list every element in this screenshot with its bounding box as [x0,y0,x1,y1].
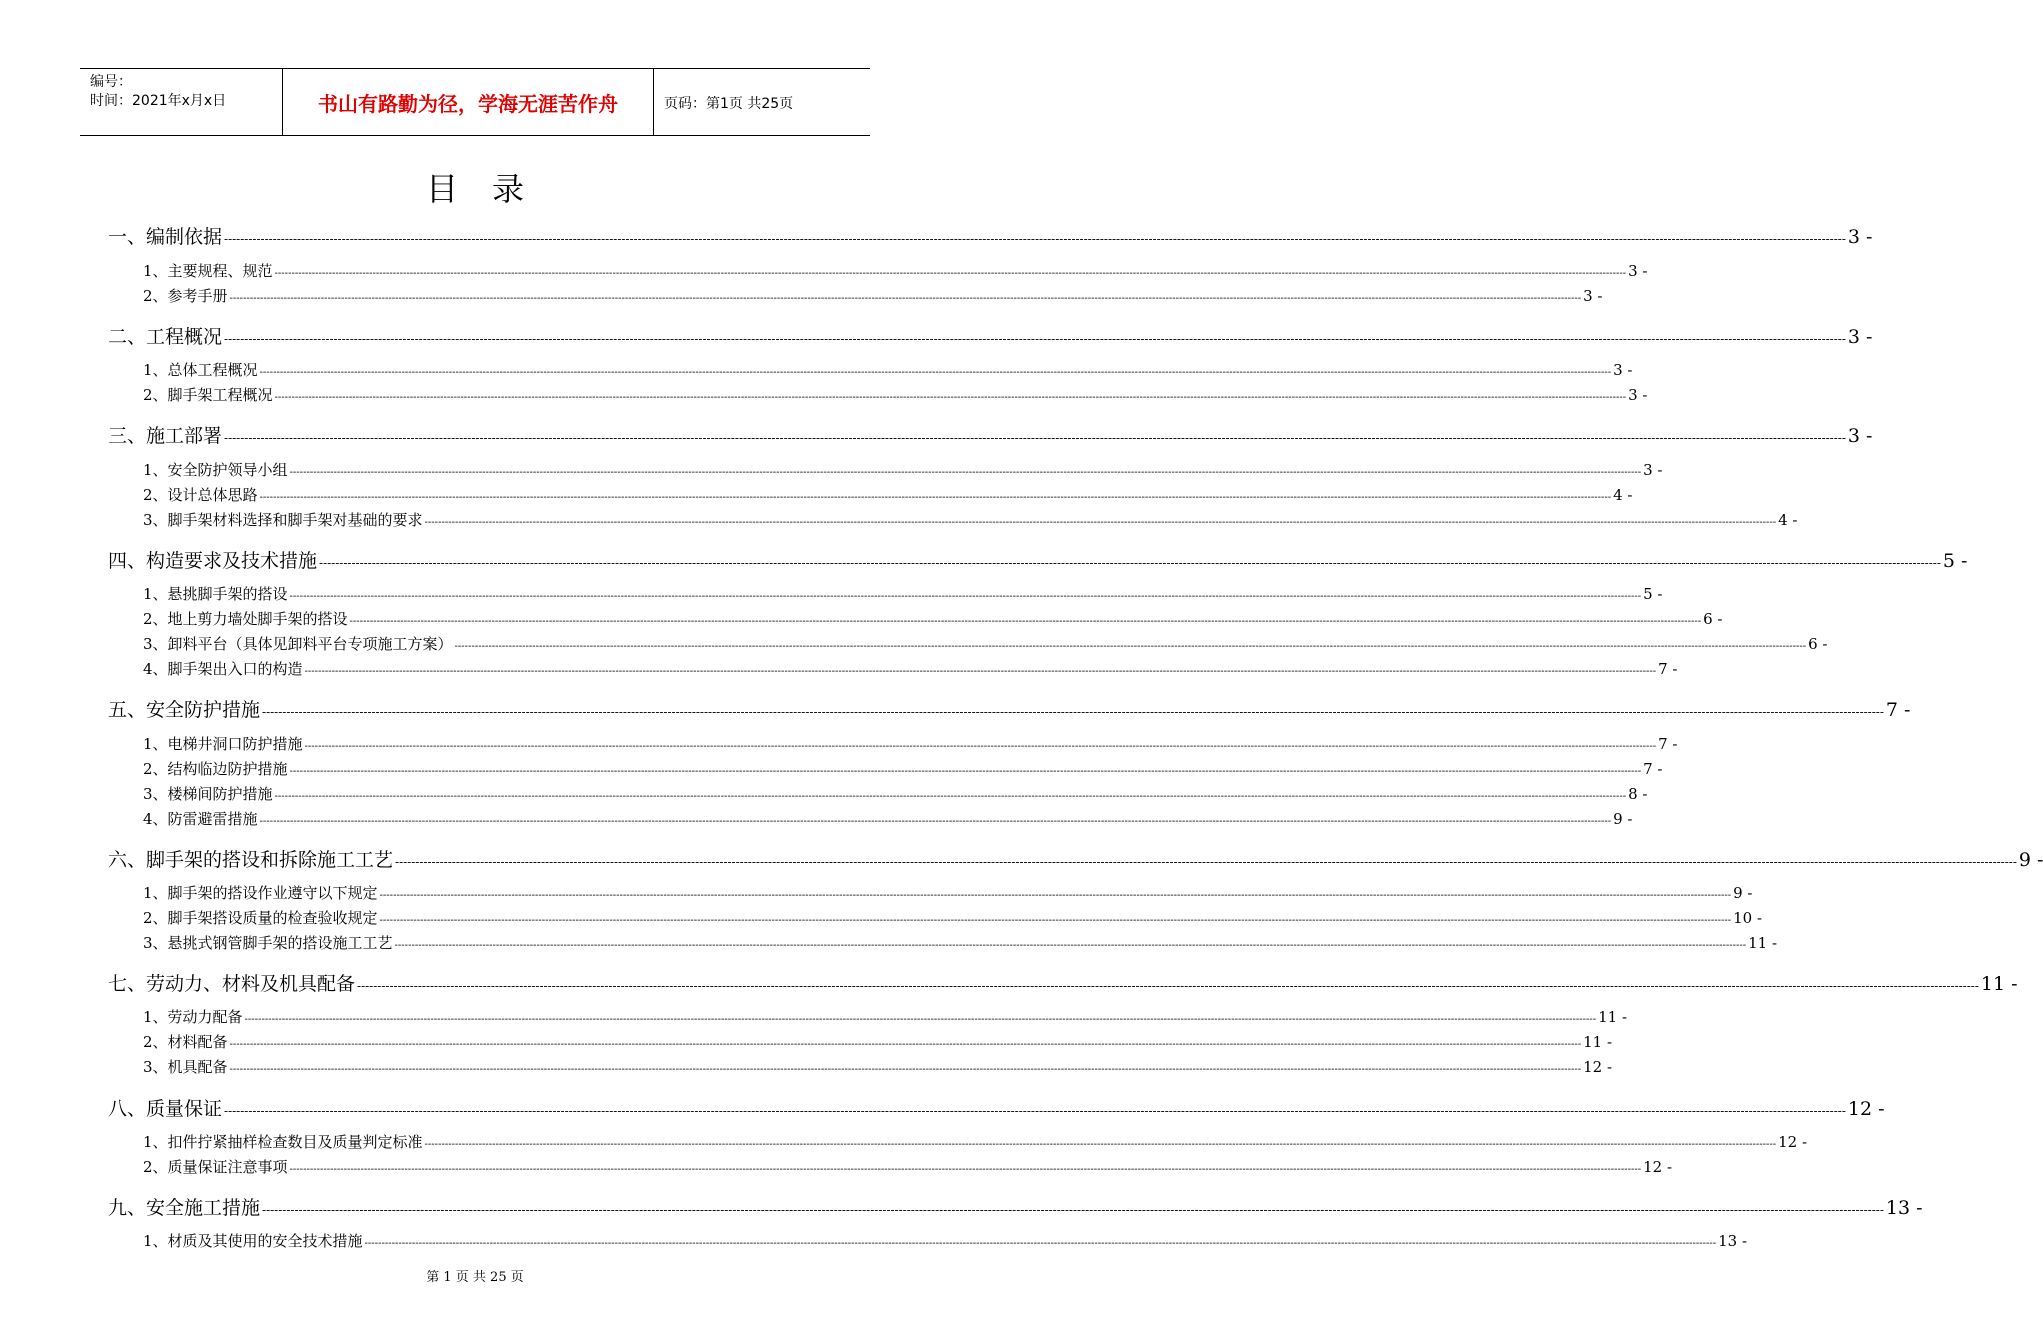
toc-page-number: 7 - [1885,699,1911,721]
toc-entry-title: 四、构造要求及技术措施 [108,550,318,572]
toc-page-number: 5 - [1942,550,1968,572]
toc-leader: ---------------------------------------------------------------------------------------------------------------------------------------------------------------------------------------------------------------------------------------------------------------------------------------------------------------------------------------------------------------------------------------------------------------- [424,517,1777,528]
toc-page-number: 12 - [1847,1098,1885,1120]
toc-subsection-entry[interactable] [143,285,1603,306]
header-page-info: 页码：第1页 共25页 [664,96,794,112]
toc-section-entry[interactable] [108,421,1873,448]
toc-entry-title: 3、楼梯间防护措施 [143,785,273,803]
toc-entry-title: 2、结构临边防护措施 [143,760,288,778]
toc-page-number: 3 - [1847,326,1873,348]
toc-entry-title: 1、安全防护领导小组 [143,461,288,479]
toc-section-entry[interactable] [108,322,1873,349]
toc-entry-title: 3、卸料平台（具体见卸料平台专项施工方案） [143,635,453,653]
toc-entry-title: 4、防雷避雷措施 [143,810,258,828]
number-label: 编号： [90,74,132,90]
toc-leader: ---------------------------------------------------------------------------------------------------------------------------------------------------------------------------------------------------------------------------------------------------------------------------------------------------------------------------------------------------------------------------------------------------------------- [224,431,1846,445]
toc-entry-title: 1、材质及其使用的安全技术措施 [143,1232,363,1250]
toc-page-number: 5 - [1643,585,1663,603]
toc-leader: ---------------------------------------------------------------------------------------------------------------------------------------------------------------------------------------------------------------------------------------------------------------------------------------------------------------------------------------------------------------------------------------------------------------- [349,616,1702,627]
toc-subsection-entry[interactable] [143,359,1633,380]
toc-subsection-entry[interactable] [143,459,1663,480]
toc-subsection-entry[interactable] [143,633,1828,654]
page-header [80,68,870,136]
toc-entry-title: 3、机具配备 [143,1058,228,1076]
toc-section-entry[interactable] [108,845,2043,872]
toc-subsection-entry[interactable] [143,658,1678,679]
toc-page-number: 3 - [1628,262,1648,280]
toc-section-entry[interactable] [108,1094,1885,1121]
toc-leader: ---------------------------------------------------------------------------------------------------------------------------------------------------------------------------------------------------------------------------------------------------------------------------------------------------------------------------------------------------------------------------------------------------------------- [244,1014,1597,1025]
toc-leader: ---------------------------------------------------------------------------------------------------------------------------------------------------------------------------------------------------------------------------------------------------------------------------------------------------------------------------------------------------------------------------------------------------------------- [259,492,1612,503]
toc-subsection-entry[interactable] [143,882,1753,903]
page-footer: 第 1 页 共 25 页 [426,1270,524,1285]
toc-page-number: 7 - [1658,660,1678,678]
toc-subsection-entry[interactable] [143,384,1648,405]
toc-subsection-entry[interactable] [143,907,1763,928]
toc-subsection-entry[interactable] [143,509,1798,530]
toc-leader: ---------------------------------------------------------------------------------------------------------------------------------------------------------------------------------------------------------------------------------------------------------------------------------------------------------------------------------------------------------------------------------------------------------------- [379,915,1732,926]
toc-leader: ---------------------------------------------------------------------------------------------------------------------------------------------------------------------------------------------------------------------------------------------------------------------------------------------------------------------------------------------------------------------------------------------------------------- [395,855,2017,869]
toc-page-number: 7 - [1643,760,1663,778]
toc-leader: ---------------------------------------------------------------------------------------------------------------------------------------------------------------------------------------------------------------------------------------------------------------------------------------------------------------------------------------------------------------------------------------------------------------- [289,1164,1642,1175]
toc-leader: ---------------------------------------------------------------------------------------------------------------------------------------------------------------------------------------------------------------------------------------------------------------------------------------------------------------------------------------------------------------------------------------------------------------- [289,467,1642,478]
toc-subsection-entry[interactable] [143,758,1663,779]
toc-entry-title: 2、参考手册 [143,287,228,305]
toc-page-number: 7 - [1658,735,1678,753]
toc-page-number: 3 - [1613,361,1633,379]
toc-page-number: 13 - [1885,1197,1923,1219]
toc-page-number: 4 - [1778,511,1798,529]
date-label: 时间：2021年x月x日 [90,93,227,109]
toc-entry-title: 3、悬挑式钢管脚手架的搭设施工工艺 [143,934,393,952]
toc-entry-title: 三、施工部署 [108,425,223,447]
toc-page-number: 12 - [1583,1058,1613,1076]
toc-entry-title: 2、设计总体思路 [143,486,258,504]
toc-entry-title: 七、劳动力、材料及机具配备 [108,973,356,995]
toc-subsection-entry[interactable] [143,1131,1808,1152]
toc-entry-title: 1、总体工程概况 [143,361,258,379]
toc-leader: ---------------------------------------------------------------------------------------------------------------------------------------------------------------------------------------------------------------------------------------------------------------------------------------------------------------------------------------------------------------------------------------------------------------- [394,940,1747,951]
toc-section-entry[interactable] [108,1193,1923,1220]
toc-leader: ---------------------------------------------------------------------------------------------------------------------------------------------------------------------------------------------------------------------------------------------------------------------------------------------------------------------------------------------------------------------------------------------------------------- [289,766,1642,777]
toc-leader: ---------------------------------------------------------------------------------------------------------------------------------------------------------------------------------------------------------------------------------------------------------------------------------------------------------------------------------------------------------------------------------------------------------------- [224,1104,1846,1118]
toc-subsection-entry[interactable] [143,932,1778,953]
toc-page-number: 12 - [1778,1133,1808,1151]
toc-title: 目录 [425,170,558,208]
toc-subsection-entry[interactable] [143,1056,1613,1077]
toc-entry-title: 2、材料配备 [143,1033,228,1051]
toc-subsection-entry[interactable] [143,608,1723,629]
toc-subsection-entry[interactable] [143,783,1648,804]
toc-page-number: 11 - [1598,1008,1628,1026]
toc-entry-title: 八、质量保证 [108,1098,223,1120]
toc-leader: ---------------------------------------------------------------------------------------------------------------------------------------------------------------------------------------------------------------------------------------------------------------------------------------------------------------------------------------------------------------------------------------------------------------- [274,791,1627,802]
toc-entry-title: 4、脚手架出入口的构造 [143,660,303,678]
toc-entry-title: 1、劳动力配备 [143,1008,243,1026]
toc-entry-title: 2、地上剪力墙处脚手架的搭设 [143,610,348,628]
header-meta [90,73,226,111]
toc-subsection-entry[interactable] [143,733,1678,754]
toc-entry-title: 3、脚手架材料选择和脚手架对基础的要求 [143,511,423,529]
toc-leader: ---------------------------------------------------------------------------------------------------------------------------------------------------------------------------------------------------------------------------------------------------------------------------------------------------------------------------------------------------------------------------------------------------------------- [229,293,1582,304]
toc-leader: ---------------------------------------------------------------------------------------------------------------------------------------------------------------------------------------------------------------------------------------------------------------------------------------------------------------------------------------------------------------------------------------------------------------- [379,890,1732,901]
toc-page-number: 4 - [1613,486,1633,504]
toc-leader: ---------------------------------------------------------------------------------------------------------------------------------------------------------------------------------------------------------------------------------------------------------------------------------------------------------------------------------------------------------------------------------------------------------------- [224,332,1846,346]
toc-entry-title: 1、电梯井洞口防护措施 [143,735,303,753]
toc-subsection-entry[interactable] [143,260,1648,281]
toc-leader: ---------------------------------------------------------------------------------------------------------------------------------------------------------------------------------------------------------------------------------------------------------------------------------------------------------------------------------------------------------------------------------------------------------------- [262,705,1884,719]
toc-leader: ---------------------------------------------------------------------------------------------------------------------------------------------------------------------------------------------------------------------------------------------------------------------------------------------------------------------------------------------------------------------------------------------------------------- [357,979,1979,993]
toc-subsection-entry[interactable] [143,1156,1673,1177]
toc-leader: ---------------------------------------------------------------------------------------------------------------------------------------------------------------------------------------------------------------------------------------------------------------------------------------------------------------------------------------------------------------------------------------------------------------- [424,1139,1777,1150]
toc-entry-title: 九、安全施工措施 [108,1197,261,1219]
toc-page-number: 9 - [1733,884,1753,902]
toc-leader: ---------------------------------------------------------------------------------------------------------------------------------------------------------------------------------------------------------------------------------------------------------------------------------------------------------------------------------------------------------------------------------------------------------------- [229,1064,1582,1075]
toc-entry-title: 一、编制依据 [108,226,223,248]
toc-page-number: 13 - [1718,1232,1748,1250]
toc-leader: ---------------------------------------------------------------------------------------------------------------------------------------------------------------------------------------------------------------------------------------------------------------------------------------------------------------------------------------------------------------------------------------------------------------- [319,556,1941,570]
toc-leader: ---------------------------------------------------------------------------------------------------------------------------------------------------------------------------------------------------------------------------------------------------------------------------------------------------------------------------------------------------------------------------------------------------------------- [259,367,1612,378]
toc-leader: ---------------------------------------------------------------------------------------------------------------------------------------------------------------------------------------------------------------------------------------------------------------------------------------------------------------------------------------------------------------------------------------------------------------- [304,666,1657,677]
toc-section-entry[interactable] [108,222,1873,249]
header-motto: 书山有路勤为径，学海无涯苦作舟 [282,69,654,135]
toc-entry-title: 2、脚手架搭设质量的检查验收规定 [143,909,378,927]
toc-page-number: 9 - [1613,810,1633,828]
toc-leader: ---------------------------------------------------------------------------------------------------------------------------------------------------------------------------------------------------------------------------------------------------------------------------------------------------------------------------------------------------------------------------------------------------------------- [229,1039,1582,1050]
toc-leader: ---------------------------------------------------------------------------------------------------------------------------------------------------------------------------------------------------------------------------------------------------------------------------------------------------------------------------------------------------------------------------------------------------------------- [364,1238,1717,1249]
toc-entry-title: 1、脚手架的搭设作业遵守以下规定 [143,884,378,902]
toc-page-number: 9 - [2018,849,2043,871]
toc-entry-title: 五、安全防护措施 [108,699,261,721]
toc-page-number: 12 - [1643,1158,1673,1176]
toc-page-number: 3 - [1628,386,1648,404]
toc-leader: ---------------------------------------------------------------------------------------------------------------------------------------------------------------------------------------------------------------------------------------------------------------------------------------------------------------------------------------------------------------------------------------------------------------- [262,1203,1884,1217]
toc-subsection-entry[interactable] [143,1031,1613,1052]
toc-subsection-entry[interactable] [143,583,1663,604]
toc-leader: ---------------------------------------------------------------------------------------------------------------------------------------------------------------------------------------------------------------------------------------------------------------------------------------------------------------------------------------------------------------------------------------------------------------- [454,641,1807,652]
toc-page-number: 6 - [1703,610,1723,628]
toc-page-number: 11 - [1583,1033,1613,1051]
toc-entry-title: 2、脚手架工程概况 [143,386,273,404]
toc-page-number: 11 - [1980,973,2018,995]
toc-leader: ---------------------------------------------------------------------------------------------------------------------------------------------------------------------------------------------------------------------------------------------------------------------------------------------------------------------------------------------------------------------------------------------------------------- [274,268,1627,279]
toc-entry-title: 六、脚手架的搭设和拆除施工工艺 [108,849,394,871]
toc-subsection-entry[interactable] [143,484,1633,505]
toc-entry-title: 1、扣件拧紧抽样检查数目及质量判定标准 [143,1133,423,1151]
toc-page-number: 3 - [1847,425,1873,447]
toc-entry-title: 1、悬挑脚手架的搭设 [143,585,288,603]
toc-section-entry[interactable] [108,695,1911,722]
toc-leader: ---------------------------------------------------------------------------------------------------------------------------------------------------------------------------------------------------------------------------------------------------------------------------------------------------------------------------------------------------------------------------------------------------------------- [304,741,1657,752]
toc-leader: ---------------------------------------------------------------------------------------------------------------------------------------------------------------------------------------------------------------------------------------------------------------------------------------------------------------------------------------------------------------------------------------------------------------- [289,591,1642,602]
toc-section-entry[interactable] [108,546,1968,573]
toc-page-number: 11 - [1748,934,1778,952]
toc-page-number: 8 - [1628,785,1648,803]
toc-page-number: 3 - [1643,461,1663,479]
toc-section-entry[interactable] [108,969,2018,996]
toc-page-number: 6 - [1808,635,1828,653]
toc-entry-title: 2、质量保证注意事项 [143,1158,288,1176]
toc-entry-title: 二、工程概况 [108,326,223,348]
toc-leader: ---------------------------------------------------------------------------------------------------------------------------------------------------------------------------------------------------------------------------------------------------------------------------------------------------------------------------------------------------------------------------------------------------------------- [259,816,1612,827]
toc-entry-title: 1、主要规程、规范 [143,262,273,280]
toc-leader: ---------------------------------------------------------------------------------------------------------------------------------------------------------------------------------------------------------------------------------------------------------------------------------------------------------------------------------------------------------------------------------------------------------------- [224,232,1846,246]
toc-page-number: 10 - [1733,909,1763,927]
toc-page-number: 3 - [1583,287,1603,305]
toc-leader: ---------------------------------------------------------------------------------------------------------------------------------------------------------------------------------------------------------------------------------------------------------------------------------------------------------------------------------------------------------------------------------------------------------------- [274,392,1627,403]
toc-subsection-entry[interactable] [143,1230,1748,1251]
toc-subsection-entry[interactable] [143,808,1633,829]
toc-subsection-entry[interactable] [143,1006,1628,1027]
toc-page-number: 3 - [1847,226,1873,248]
